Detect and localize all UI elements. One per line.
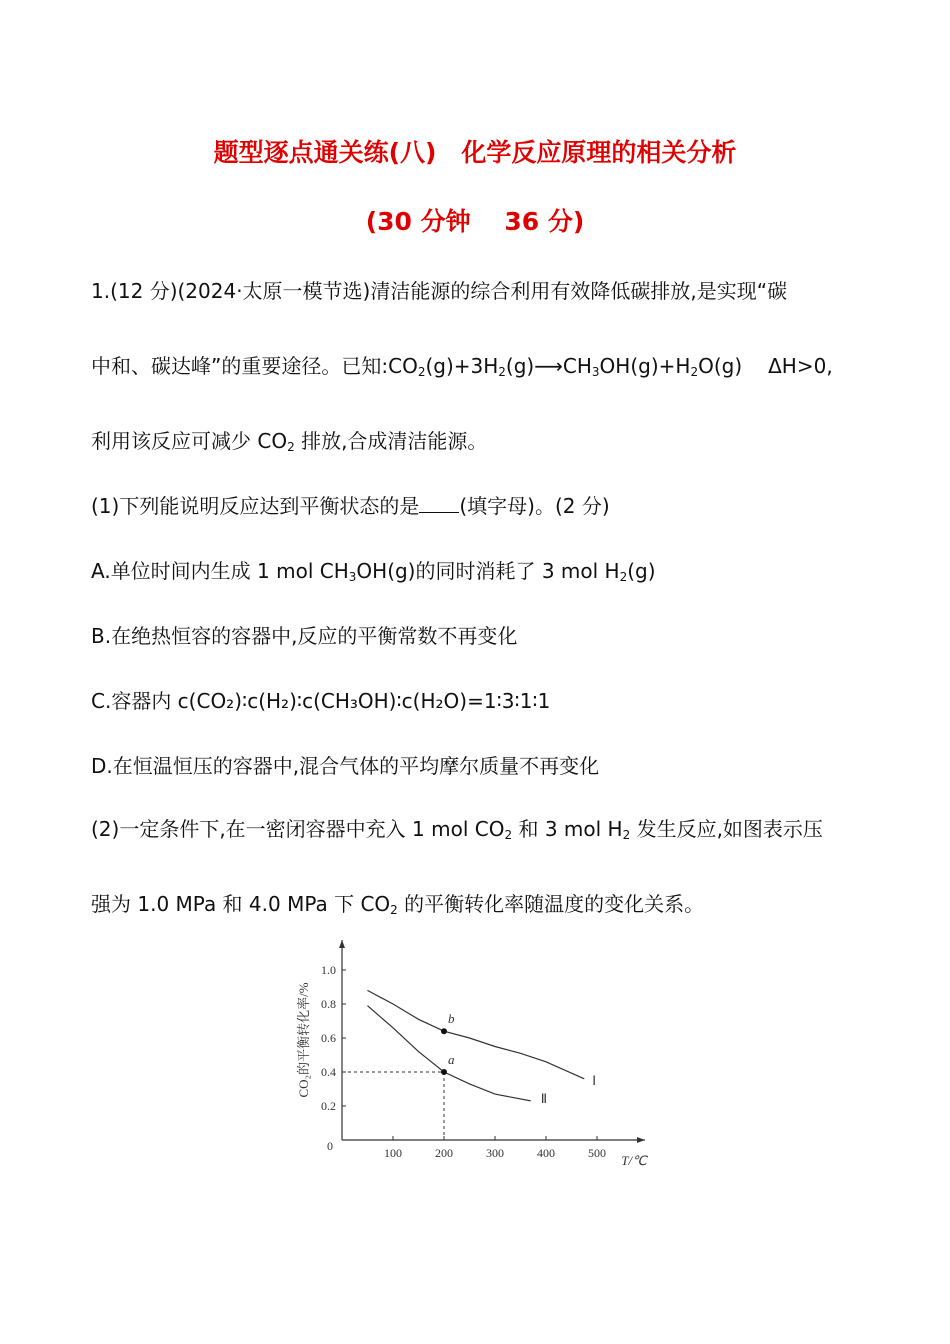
page-title: 题型逐点通关练(八) 化学反应原理的相关分析 [213,138,737,167]
q1-line2: 中和、碳达峰”的重要途径。已知$:CO_2(g)+3H_2(g)⟶CH_3OH(g)+H_2O(g)$ ΔH>0, [91,354,833,379]
y-tick-label: 0.2 [321,1099,336,1113]
q1-line1: 1.(12 分)(2024·太原一模节选)清洁能源的综合利用有效降低碳排放,是实现“碳 [91,279,788,303]
y-axis-label: CO₂的平衡转化率/% [296,982,311,1098]
x-tick-label: 200 [435,1146,453,1160]
q1-part1: (1)下列能说明反应达到平衡状态的是 (填字母)。(2 分) [91,494,610,518]
y-tick-label: 0.4 [321,1065,336,1079]
option-d: D.在恒温恒压的容器中,混合气体的平均摩尔质量不再变化 [91,754,600,778]
x-tick-label: 500 [588,1146,606,1160]
point-b [441,1028,447,1034]
x-axis-arrow [637,1137,645,1143]
x-tick-label: 300 [486,1146,504,1160]
y-tick-label: 1.0 [321,963,336,977]
option-a: A.单位时间内生成 1 mol $CH_3OH(g)$的同时消耗了 3 mol $H_2(g)$ [91,559,656,584]
series-label-1: Ⅰ [592,1072,597,1088]
x-axis-label: T/℃ [621,1153,647,1168]
x-tick-label: 100 [384,1146,402,1160]
origin-label: 0 [327,1139,333,1153]
q1-part2-line2: 强为 1.0 MPa 和 4.0 MPa 下 $CO_2$ 的平衡转化率随温度的变化关系。 [91,892,705,917]
option-c: C.容器内 c(CO₂)∶c(H₂)∶c(CH₃OH)∶c(H₂O)=1∶3∶1∶1 [91,689,551,713]
y-tick-label: 0.8 [321,997,336,1011]
y-tick-label: 0.6 [321,1031,336,1045]
answer-blank[interactable] [419,496,459,513]
q1-line3: 利用该反应可减少 $CO_2$ 排放,合成清洁能源。 [91,429,488,454]
x-tick-label: 400 [537,1146,555,1160]
series-label-2: Ⅱ [540,1090,548,1106]
q1-part2-line1: (2)一定条件下,在一密闭容器中充入 1 mol $CO_2$ 和 3 mol $H_2$ 发生反应,如图表示压 [91,817,823,842]
y-axis-arrow [339,940,345,948]
option-b: B.在绝热恒容的容器中,反应的平衡常数不再变化 [91,624,518,648]
point-a [441,1069,447,1075]
point-label-a: a [448,1052,455,1067]
conversion-chart [290,930,660,1170]
page-subtitle: (30 分钟 36 分) [365,207,585,236]
point-label-b: b [448,1011,455,1027]
